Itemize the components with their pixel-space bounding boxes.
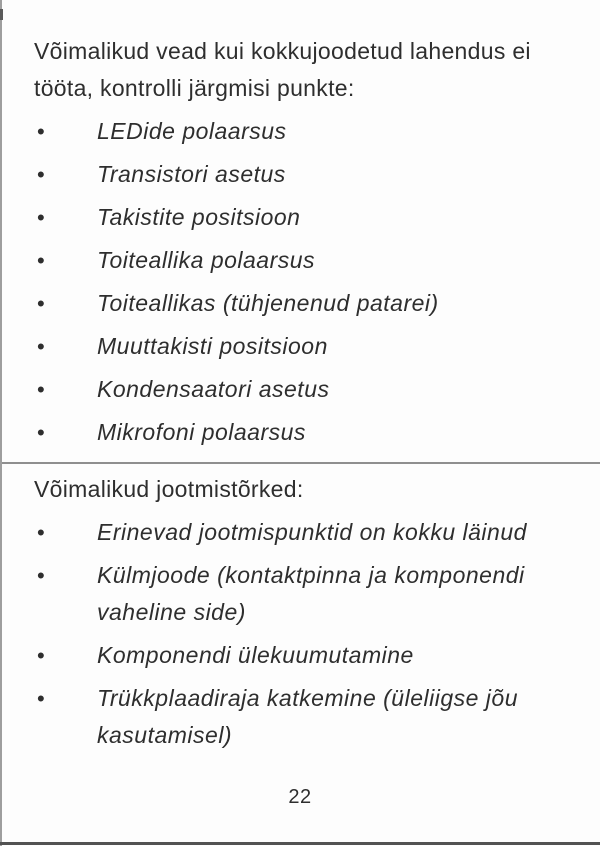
list-item-text: LEDide polaarsus: [97, 118, 287, 144]
list-item: [34, 156, 570, 193]
section-soldering-faults-list: [0, 514, 600, 754]
bullet-icon: •: [37, 643, 46, 668]
page-number: 22: [288, 786, 312, 808]
list-item: [34, 113, 570, 150]
list-item-text: Toiteallika polaarsus: [97, 247, 316, 273]
section-divider: [0, 462, 600, 464]
list-item: [34, 199, 570, 236]
list-item-text: Mikrofoni polaarsus: [97, 419, 306, 445]
list-item: [34, 557, 570, 631]
bullet-icon: •: [37, 520, 46, 545]
list-item-text: Kondensaatori asetus: [97, 376, 330, 402]
scan-edge-notch: [0, 9, 3, 20]
bullet-icon: •: [37, 563, 46, 588]
list-item: [34, 637, 570, 674]
section-errors-title: Võimalikud vead kui kokkujoodetud lahendus ei tööta, kontrolli järgmisi punkte:: [34, 38, 531, 101]
list-item: [34, 285, 570, 322]
bullet-icon: •: [37, 205, 46, 230]
bullet-icon: •: [37, 686, 46, 711]
list-item-text: Trükkplaadiraja katkemine (üleliigse jõu kasutamisel): [97, 685, 518, 748]
list-item: [34, 371, 570, 408]
list-item-text: Külmjoode (kontaktpinna ja komponendi vaheline side): [97, 562, 525, 625]
scan-left-edge: [0, 0, 2, 846]
bullet-icon: •: [37, 119, 46, 144]
list-item-text: Muuttakisti positsioon: [97, 333, 328, 359]
list-item-text: Transistori asetus: [97, 161, 286, 187]
list-item-text: Komponendi ülekuumutamine: [97, 642, 414, 668]
list-item: [34, 328, 570, 365]
section-soldering-faults: [0, 471, 600, 754]
bullet-icon: •: [37, 248, 46, 273]
section-soldering-faults-title: Võimalikud jootmistõrked:: [34, 476, 304, 502]
bullet-icon: •: [37, 377, 46, 402]
list-item-text: Takistite positsioon: [97, 204, 301, 230]
list-item: [34, 242, 570, 279]
list-item: [34, 514, 570, 551]
bullet-icon: •: [37, 162, 46, 187]
section-errors: [0, 33, 600, 451]
bullet-icon: •: [37, 334, 46, 359]
list-item: [34, 680, 570, 754]
list-item: [34, 414, 570, 451]
list-item-text: Erinevad jootmispunktid on kokku läinud: [97, 519, 527, 545]
bullet-icon: •: [37, 291, 46, 316]
scan-bottom-bar: [0, 842, 600, 845]
section-errors-list: [0, 113, 600, 451]
bullet-icon: •: [37, 420, 46, 445]
list-item-text: Toiteallikas (tühjenenud patarei): [97, 290, 439, 316]
